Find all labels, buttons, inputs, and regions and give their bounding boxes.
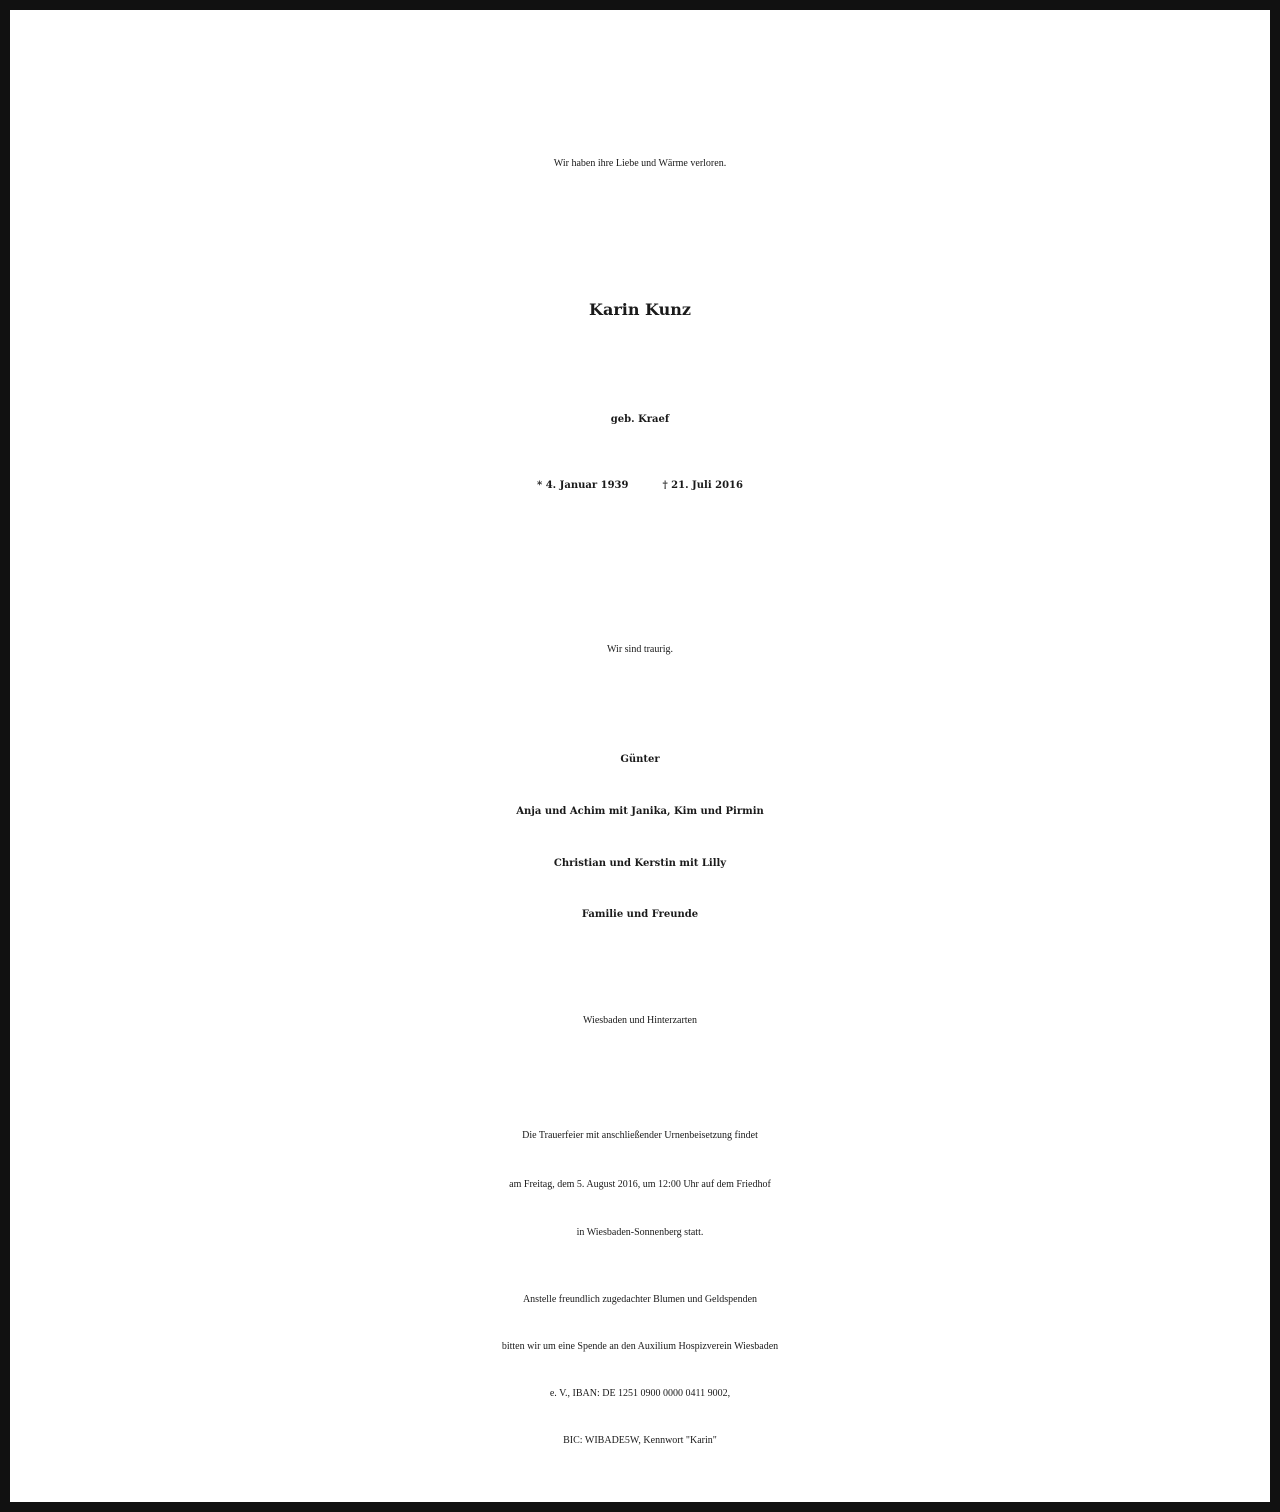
birth-date: * 4. Januar 1939 [537, 480, 629, 491]
ceremony-line: Die Trauerfeier mit anschließender Urnenbeisetzung findet [522, 1130, 758, 1141]
sentiment-line: Wir sind traurig. [607, 644, 673, 655]
donation-line: e. V., IBAN: DE 1251 0900 0000 0411 9002, [549, 1388, 731, 1399]
maiden-name: geb. Kraef [610, 414, 670, 425]
donation-line: Anstelle freundlich zugedachter Blumen und Geldspenden [522, 1294, 758, 1305]
mourner-line: Günter [620, 754, 660, 765]
ceremony-line: in Wiesbaden-Sonnenberg statt. [576, 1227, 704, 1238]
mourner-line: Familie und Freunde [581, 909, 699, 920]
mourner-line: Christian und Kerstin mit Lilly [553, 858, 727, 869]
mourner-line: Anja und Achim mit Janika, Kim und Pirmin [516, 806, 764, 817]
death-date: † 21. Juli 2016 [662, 480, 743, 491]
places-line: Wiesbaden und Hinterzarten [583, 1015, 697, 1026]
life-dates [10, 480, 1270, 491]
deceased-name: Karin Kunz [589, 300, 691, 319]
intro-line: Wir haben ihre Liebe und Wärme verloren. [553, 158, 727, 169]
donation-line: BIC: WIBADE5W, Kennwort "Karin" [563, 1435, 717, 1446]
ceremony-line: am Freitag, dem 5. August 2016, um 12:00 Uhr auf dem Friedhof [509, 1179, 771, 1190]
donation-line: bitten wir um eine Spende an den Auxilium Hospizverein Wiesbaden [501, 1341, 779, 1352]
